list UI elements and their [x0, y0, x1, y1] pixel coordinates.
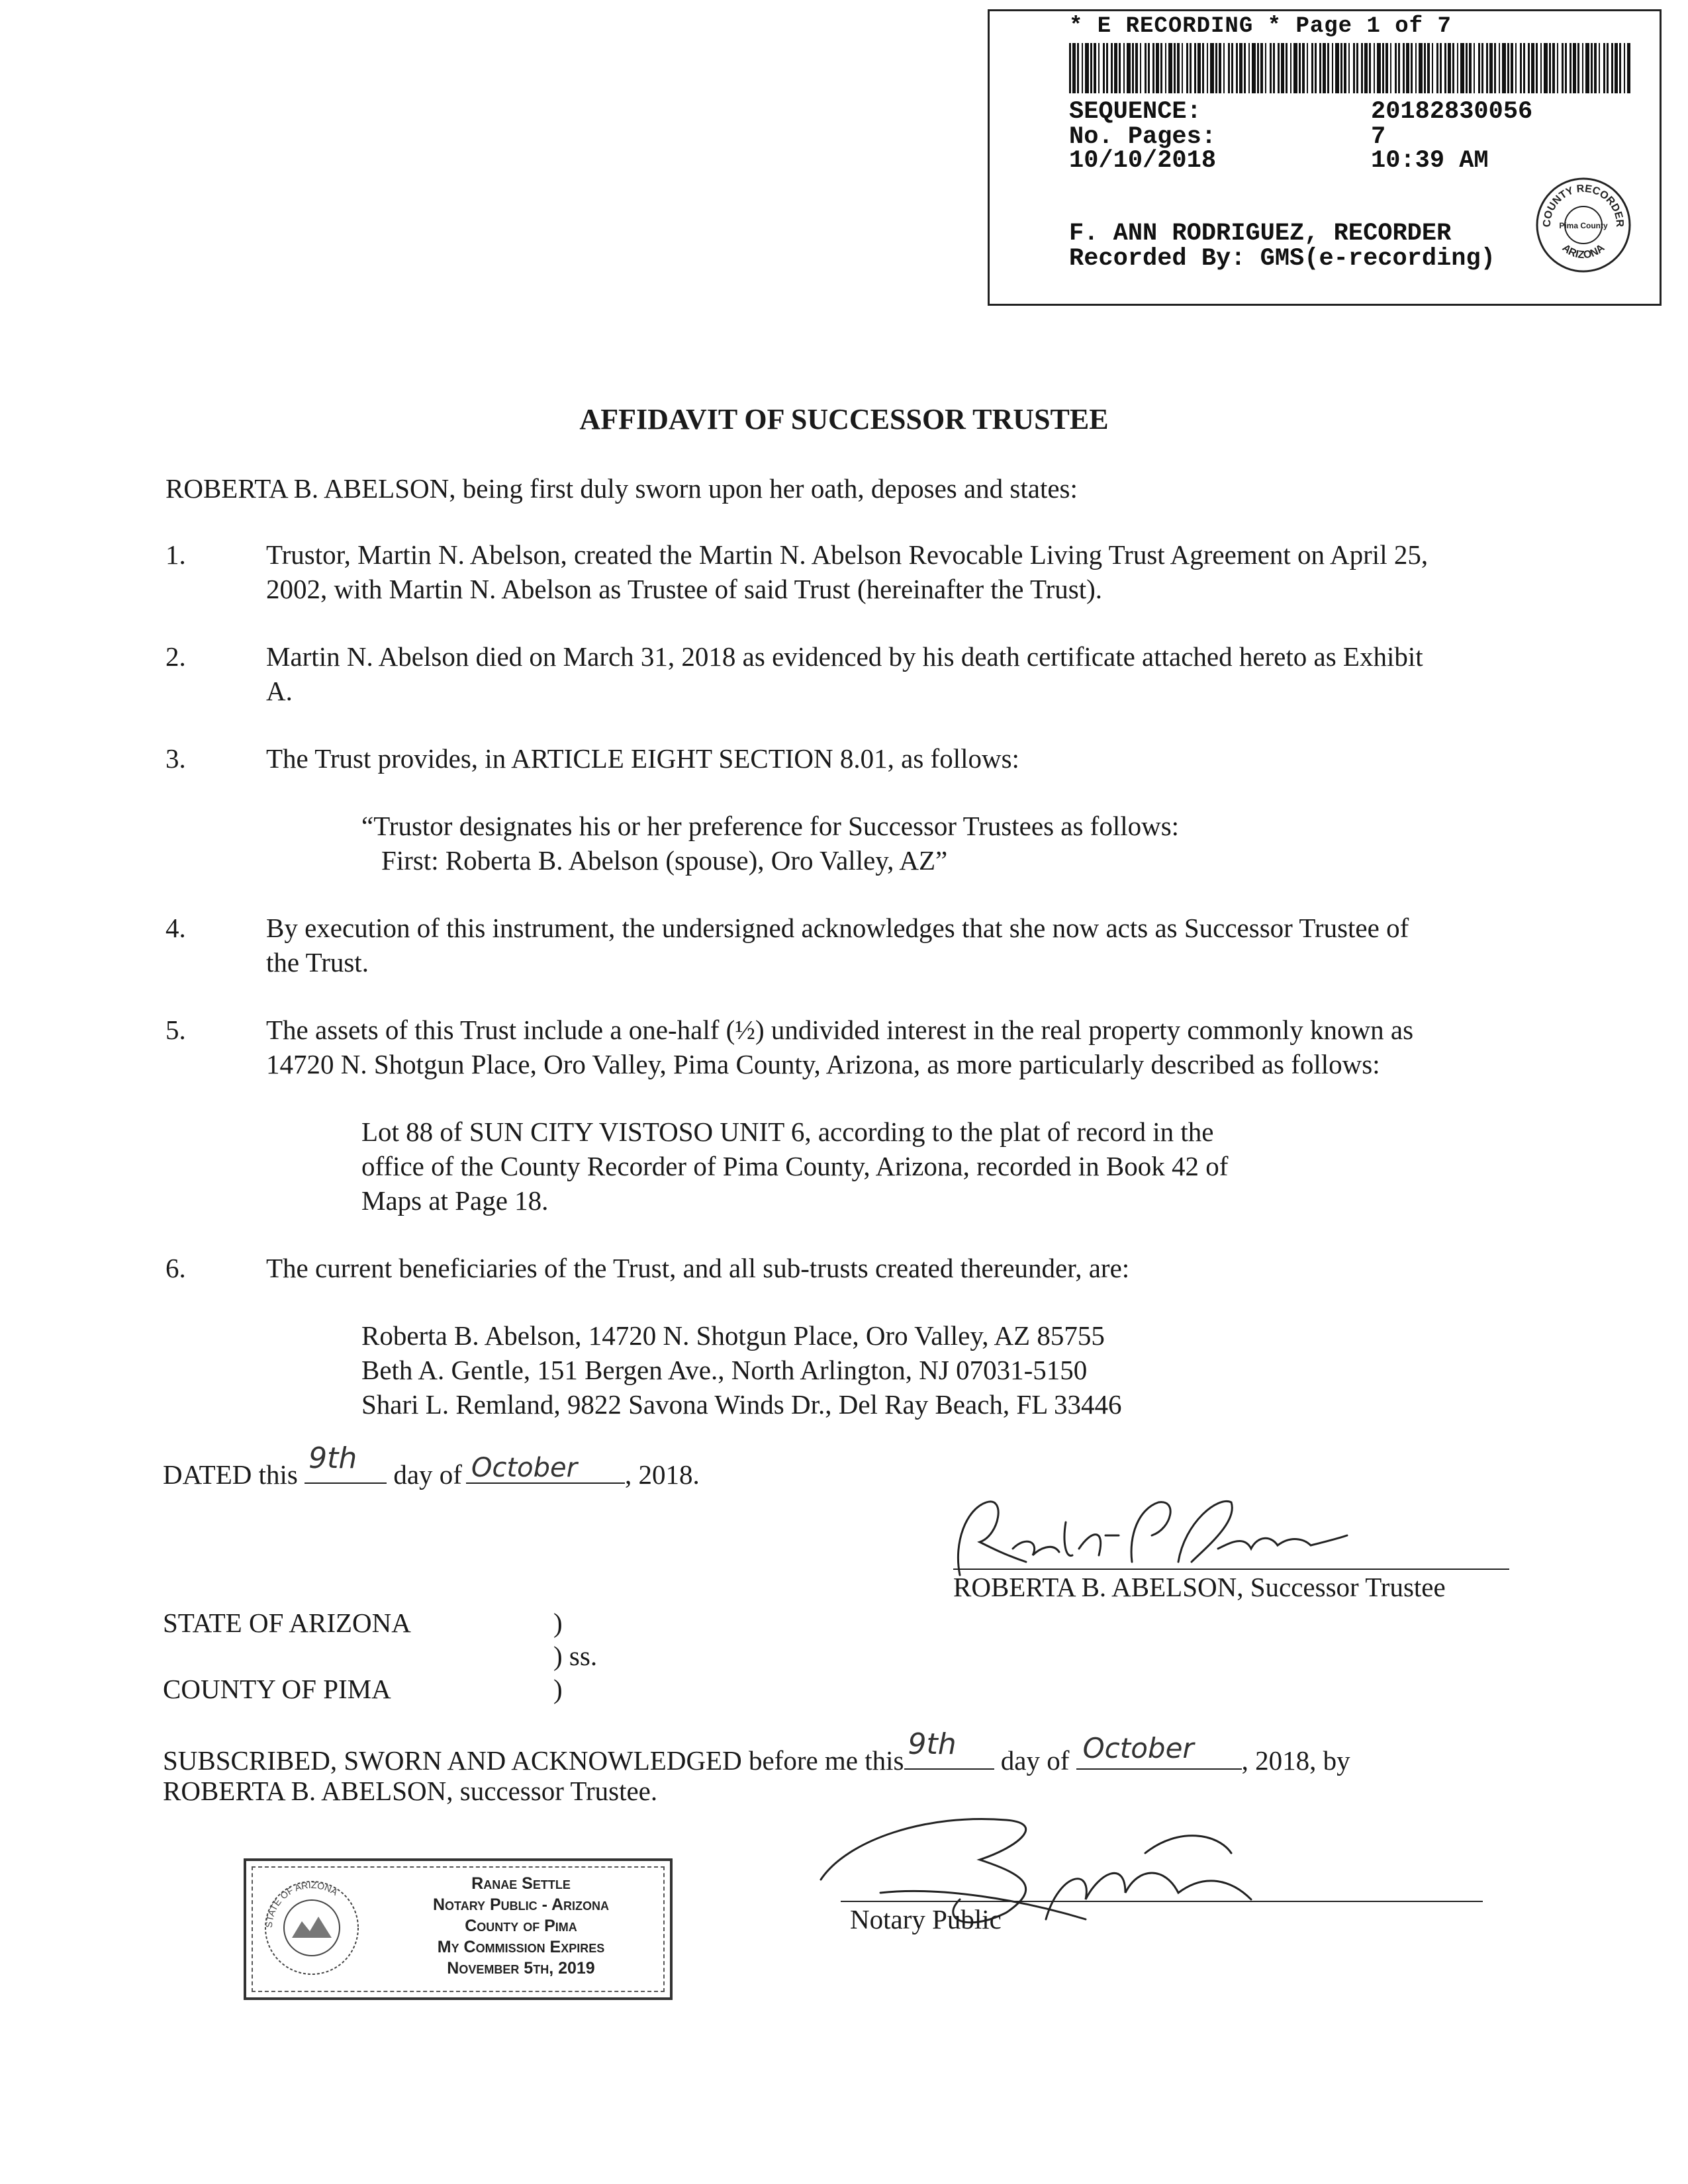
legal-description-line-3: Maps at Page 18.: [361, 1185, 549, 1216]
barcode-bar: [1202, 43, 1204, 93]
barcode-bar: [1168, 43, 1172, 93]
item-1-line-1: Trustor, Martin N. Abelson, created the Martin N. Abelson Revocable Living Trust Agreement on April 25,: [266, 539, 1429, 570]
quote-line-2: First: Roberta B. Abelson (spouse), Oro Valley, AZ”: [381, 845, 948, 876]
barcode-bar: [1377, 43, 1381, 93]
barcode-bar: [1239, 43, 1243, 93]
barcode-bar: [1611, 43, 1613, 93]
barcode-bar: [1432, 43, 1433, 93]
barcode-bar: [1148, 43, 1150, 93]
barcode-bar: [1481, 43, 1483, 93]
barcode-bar: [1069, 43, 1071, 93]
document-title: AFFIDAVIT OF SUCCESSOR TRUSTEE: [579, 403, 1109, 435]
barcode-bar: [1395, 43, 1397, 93]
barcode-bar: [1406, 43, 1409, 93]
ack-month-handwritten: October: [1082, 1732, 1194, 1764]
legal-description-line-2: office of the County Recorder of Pima County, Arizona, recorded in Book 42 of: [361, 1151, 1229, 1181]
dated-line: [163, 1441, 700, 1492]
barcode-bar: [1244, 43, 1246, 93]
beneficiary-2: Beth A. Gentle, 151 Bergen Ave., North Arlington, NJ 07031-5150: [361, 1355, 1088, 1385]
barcode-bar: [1286, 43, 1288, 93]
quote-line-1: “Trustor designates his or her preference for Successor Trustees as follows:: [361, 811, 1180, 841]
barcode-bar: [1452, 43, 1454, 93]
barcode-bar: [1552, 43, 1555, 93]
barcode-bar: [1299, 43, 1301, 93]
barcode-bar: [1466, 43, 1468, 93]
barcode-bar: [1344, 43, 1346, 93]
barcode-bar: [1270, 43, 1272, 93]
barcode-bar: [1374, 43, 1375, 93]
legal-description-line-1: Lot 88 of SUN CITY VISTOSO UNIT 6, according to the plat of record in the: [361, 1116, 1214, 1147]
venue-paren-bottom: ): [553, 1674, 563, 1704]
barcode-bar: [1531, 43, 1534, 93]
barcode-bar: [1290, 43, 1291, 93]
barcode-bar: [1072, 43, 1076, 93]
barcode-bar: [1419, 43, 1423, 93]
venue-ss: ) ss.: [553, 1641, 598, 1671]
barcode-bar: [1194, 43, 1196, 93]
barcode-bar: [1236, 43, 1238, 93]
state-seal-emblem: [262, 1878, 361, 1978]
item-6-line-1: The current beneficiaries of the Trust, and all sub-trusts created thereunder, are:: [266, 1253, 1130, 1283]
barcode-bar: [1152, 43, 1154, 93]
barcode-bar: [1557, 43, 1558, 93]
trustee-signature-caption: ROBERTA B. ABELSON, Successor Trustee: [953, 1572, 1446, 1602]
item-number: 5.: [165, 1015, 186, 1045]
barcode-bar: [1140, 43, 1141, 93]
barcode-bar: [1340, 43, 1342, 93]
barcode-bar: [1615, 43, 1618, 93]
barcode-bar: [1440, 43, 1442, 93]
barcode-bar: [1515, 43, 1517, 93]
recorded-by: Recorded By: GMS(e-recording): [1069, 245, 1495, 273]
recording-stamp: [988, 9, 1662, 306]
barcode-bar: [1278, 43, 1280, 93]
barcode-bar: [1106, 43, 1108, 93]
barcode-bar: [1385, 43, 1388, 93]
barcode-bar: [1424, 43, 1426, 93]
barcode-bar: [1082, 43, 1083, 93]
svg-text:ARIZONA: [1560, 242, 1607, 261]
barcode-bar: [1127, 43, 1131, 93]
pages-label: No. Pages:: [1069, 123, 1217, 151]
barcode-bar: [1281, 43, 1284, 93]
barcode-bar: [1356, 43, 1358, 93]
recording-header: * E RECORDING * Page 1 of 7: [1069, 14, 1452, 39]
ack-prefix: SUBSCRIBED, SWORN AND ACKNOWLEDGED before me this: [163, 1745, 904, 1776]
barcode-bar: [1207, 43, 1208, 93]
ack-middle: day of: [1000, 1745, 1070, 1776]
barcode-bar: [1327, 43, 1329, 93]
barcode-bar: [1219, 43, 1221, 93]
barcode-bar: [1565, 43, 1567, 93]
dated-suffix: , 2018.: [624, 1459, 700, 1490]
ack-day-handwritten: 9th: [908, 1727, 957, 1761]
barcode: [1069, 43, 1630, 93]
barcode-bar: [1114, 43, 1117, 93]
barcode-bar: [1094, 43, 1096, 93]
barcode-bar: [1156, 43, 1159, 93]
barcode-bar: [1353, 43, 1355, 93]
barcode-bar: [1103, 43, 1105, 93]
item-3-line-1: The Trust provides, in ARTICLE EIGHT SECTION 8.01, as follows:: [266, 743, 1019, 774]
item-number: 4.: [165, 913, 186, 943]
barcode-bar: [1573, 43, 1576, 93]
svg-text:STATE OF ARIZONA: [263, 1880, 340, 1928]
barcode-bar: [1469, 43, 1472, 93]
beneficiary-1: Roberta B. Abelson, 14720 N. Shotgun Place, Oro Valley, AZ 85755: [361, 1320, 1105, 1351]
barcode-bar: [1390, 43, 1391, 93]
barcode-bar: [1619, 43, 1621, 93]
dated-prefix: DATED this: [163, 1459, 298, 1490]
barcode-bar: [1511, 43, 1513, 93]
dated-month-blank: [466, 1453, 625, 1484]
barcode-bar: [1223, 43, 1225, 93]
barcode-bar: [1307, 43, 1308, 93]
barcode-bar: [1549, 43, 1551, 93]
barcode-bar: [1231, 43, 1233, 93]
item-2-line-2: A.: [266, 676, 293, 706]
seal-center-text: Pima County: [1559, 221, 1608, 230]
barcode-bar: [1499, 43, 1500, 93]
intro-paragraph: ROBERTA B. ABELSON, being first duly sworn upon her oath, deposes and states:: [165, 473, 1078, 504]
barcode-bar: [1603, 43, 1605, 93]
barcode-bar: [1273, 43, 1275, 93]
barcode-bar: [1528, 43, 1530, 93]
barcode-bar: [1507, 43, 1509, 93]
barcode-bar: [1252, 43, 1256, 93]
barcode-bar: [1302, 43, 1305, 93]
acknowledgment-line-2: ROBERTA B. ABELSON, successor Trustee.: [163, 1776, 658, 1806]
barcode-bar: [1197, 43, 1201, 93]
barcode-bar: [1494, 43, 1496, 93]
notary-title: Notary Public - Arizona: [432, 1895, 609, 1914]
barcode-bar: [1627, 43, 1630, 93]
notary-commission-date: November 5th, 2019: [447, 1959, 595, 1978]
barcode-bar: [1544, 43, 1548, 93]
barcode-bar: [1077, 43, 1079, 93]
barcode-bar: [1111, 43, 1113, 93]
barcode-bar: [1228, 43, 1230, 93]
barcode-bar: [1523, 43, 1525, 93]
item-4-line-1: By execution of this instrument, the undersigned acknowledges that she now acts as Successor Trustee of: [266, 913, 1409, 943]
barcode-bar: [1165, 43, 1166, 93]
barcode-bar: [1411, 43, 1413, 93]
acknowledgment-line-1: [163, 1727, 1350, 1778]
barcode-bar: [1265, 43, 1266, 93]
barcode-bar: [1323, 43, 1326, 93]
item-5-line-1: The assets of this Trust include a one-half (½) undivided interest in the real property commonly known as: [266, 1015, 1414, 1045]
barcode-bar: [1398, 43, 1400, 93]
barcode-bar: [1190, 43, 1192, 93]
barcode-bar: [1436, 43, 1438, 93]
barcode-bar: [1585, 43, 1589, 93]
barcode-bar: [1315, 43, 1317, 93]
venue-paren-top: ): [553, 1608, 563, 1638]
sequence-label: SEQUENCE:: [1069, 98, 1201, 126]
barcode-bar: [1591, 43, 1593, 93]
dated-day-handwritten: 9th: [308, 1441, 357, 1475]
barcode-bar: [1520, 43, 1522, 93]
barcode-bar: [1536, 43, 1538, 93]
notary-seal: [244, 1858, 673, 2000]
item-number: 2.: [165, 641, 186, 672]
barcode-bar: [1457, 43, 1458, 93]
barcode-bar: [1540, 43, 1542, 93]
county-recorder-seal: [1534, 175, 1633, 275]
barcode-bar: [1135, 43, 1138, 93]
barcode-bar: [1415, 43, 1417, 93]
barcode-bar: [1361, 43, 1363, 93]
barcode-bar: [1335, 43, 1339, 93]
barcode-bar: [1174, 43, 1176, 93]
barcode-bar: [1427, 43, 1430, 93]
barcode-bar: [1607, 43, 1609, 93]
barcode-bar: [1119, 43, 1121, 93]
ack-suffix: , 2018, by: [1241, 1745, 1350, 1776]
notary-name: Ranae Settle: [471, 1874, 571, 1893]
item-4-line-2: the Trust.: [266, 947, 369, 978]
barcode-bar: [1085, 43, 1089, 93]
barcode-bar: [1489, 43, 1493, 93]
item-number: 1.: [165, 539, 186, 570]
barcode-bar: [1460, 43, 1464, 93]
seal-ring-text: STATE OF ARIZONA: [263, 1879, 340, 1929]
recording-time: 10:39 AM: [1371, 147, 1489, 175]
sequence-value: 20182830056: [1371, 98, 1533, 126]
barcode-bar: [1382, 43, 1384, 93]
barcode-bar: [1474, 43, 1475, 93]
barcode-bar: [1403, 43, 1405, 93]
barcode-bar: [1260, 43, 1263, 93]
dated-middle: day of: [393, 1459, 462, 1490]
barcode-bar: [1293, 43, 1297, 93]
barcode-bar: [1186, 43, 1188, 93]
barcode-bar: [1332, 43, 1333, 93]
barcode-bar: [1599, 43, 1600, 93]
seal-top-text: COUNTY RECORDER: [1541, 183, 1626, 228]
dated-day-blank: [305, 1441, 387, 1484]
item-number: 3.: [165, 743, 186, 774]
barcode-bar: [1160, 43, 1162, 93]
barcode-bar: [1624, 43, 1625, 93]
seal-bottom-text: ARIZONA: [1560, 242, 1607, 261]
barcode-bar: [1478, 43, 1480, 93]
barcode-bar: [1570, 43, 1571, 93]
barcode-bar: [1177, 43, 1180, 93]
barcode-bar: [1502, 43, 1506, 93]
notary-county: County of Pima: [465, 1917, 577, 1935]
barcode-bar: [1562, 43, 1564, 93]
barcode-bar: [1486, 43, 1488, 93]
barcode-bar: [1369, 43, 1371, 93]
barcode-bar: [1215, 43, 1217, 93]
barcode-bar: [1319, 43, 1321, 93]
notary-caption: Notary Public: [850, 1904, 1002, 1934]
item-number: 6.: [165, 1253, 186, 1283]
barcode-bar: [1145, 43, 1147, 93]
item-1-line-2: 2002, with Martin N. Abelson as Trustee of said Trust (hereinafter the Trust).: [266, 574, 1102, 604]
barcode-bar: [1448, 43, 1451, 93]
barcode-bar: [1182, 43, 1183, 93]
barcode-bar: [1577, 43, 1579, 93]
barcode-bar: [1582, 43, 1583, 93]
barcode-bar: [1098, 43, 1100, 93]
recording-date: 10/10/2018: [1069, 147, 1217, 175]
item-5-line-2: 14720 N. Shotgun Place, Oro Valley, Pima County, Arizona, as more particularly described as follows:: [266, 1049, 1380, 1079]
barcode-bar: [1090, 43, 1092, 93]
notary-commission-label: My Commission Expires: [437, 1938, 605, 1956]
barcode-bar: [1364, 43, 1368, 93]
ack-day-blank: [904, 1727, 994, 1770]
recorder-name: F. ANN RODRIGUEZ, RECORDER: [1069, 220, 1452, 248]
beneficiary-3: Shari L. Remland, 9822 Savona Winds Dr., Del Ray Beach, FL 33446: [361, 1389, 1122, 1420]
barcode-bar: [1348, 43, 1350, 93]
barcode-bar: [1311, 43, 1313, 93]
ack-month-blank: [1076, 1732, 1242, 1770]
barcode-bar: [1248, 43, 1250, 93]
item-2-line-1: Martin N. Abelson died on March 31, 2018 as evidenced by his death certificate attached hereto as Exhibit: [266, 641, 1423, 672]
venue-state: STATE OF ARIZONA: [163, 1608, 411, 1638]
barcode-bar: [1132, 43, 1134, 93]
barcode-bar: [1444, 43, 1446, 93]
barcode-bar: [1210, 43, 1214, 93]
dated-month-handwritten: October: [471, 1453, 578, 1483]
barcode-bar: [1594, 43, 1597, 93]
pages-value: 7: [1371, 123, 1386, 151]
barcode-bar: [1123, 43, 1125, 93]
barcode-bar: [1257, 43, 1259, 93]
venue-county: COUNTY OF PIMA: [163, 1674, 391, 1704]
